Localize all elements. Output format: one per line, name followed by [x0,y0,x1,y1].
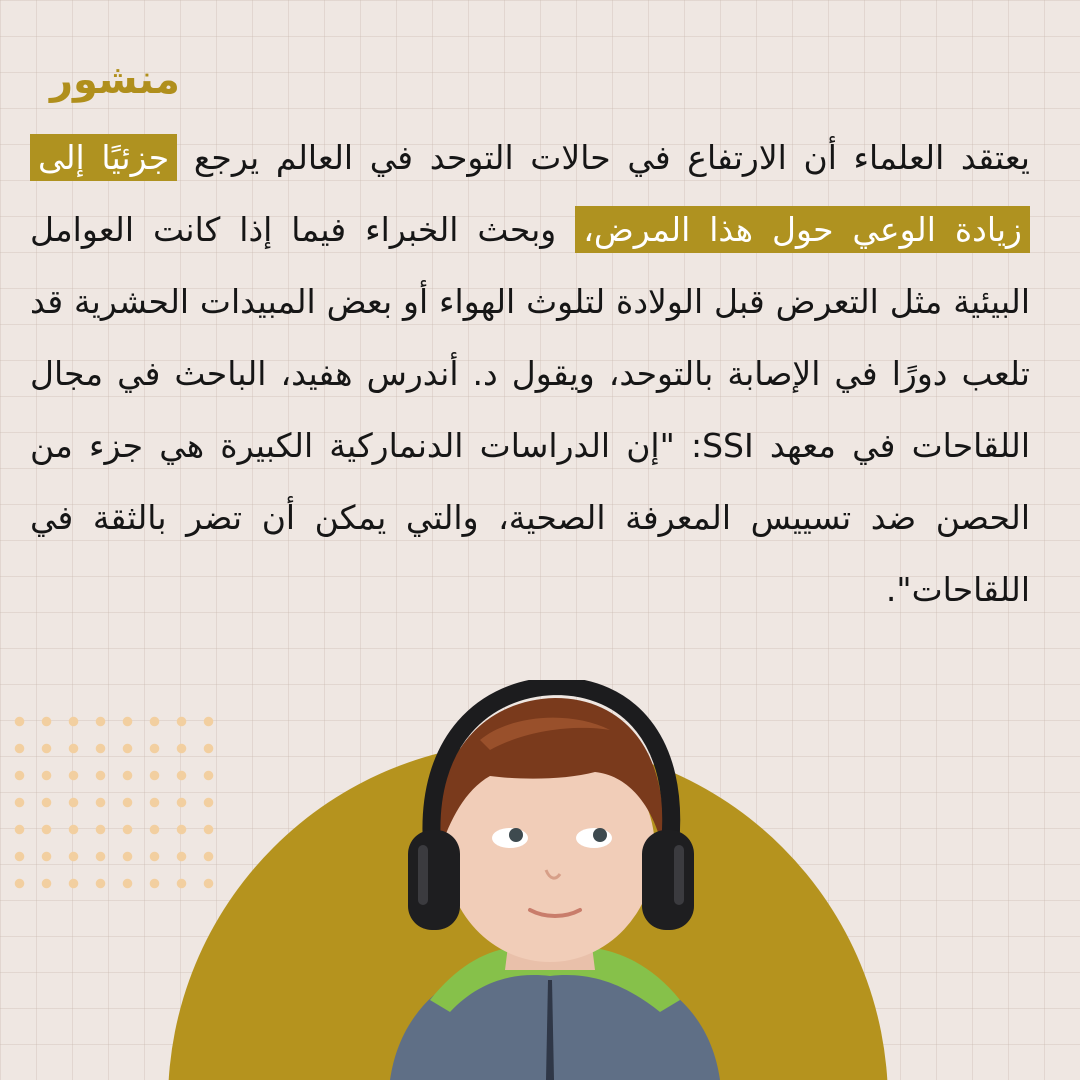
headphone-right-cup [642,830,694,930]
brand-logo: منشور [50,57,180,103]
decorative-dot-grid [6,708,222,896]
left-pupil [509,828,523,842]
hoodie [390,960,720,1080]
headphone-right-cup-shine [674,845,684,905]
headphone-left-cup-shine [418,845,428,905]
right-pupil [593,828,607,842]
article-text-end: وبحث الخبراء فيما إذا كانت العوامل البيئية مثل التعرض قبل الولادة لتلوث الهواء أو بعض المبيدات الحشرية قد تلعب دورًا في الإصابة بالتوحد، ويقول د. أندرس هفيد، الباحث في مجال اللقاحات في معهد SSI: "إن الدراسات الدنماركية الكبيرة هي جزء من الحصن ضد تسييس المعرفة الصحية، والتي يمكن أن تضر بالثقة في اللقاحات". [30,210,1030,609]
child-with-headphones-image [370,680,730,1080]
highlighted-phrase: جزئيًا إلى زيادة الوعي حول هذا المرض، [30,134,1030,253]
headphone-left-cup [408,830,460,930]
article-text-start: يعتقد العلماء أن الارتفاع في حالات التوحد في العالم يرجع [177,138,1030,177]
article-text [30,122,1030,626]
